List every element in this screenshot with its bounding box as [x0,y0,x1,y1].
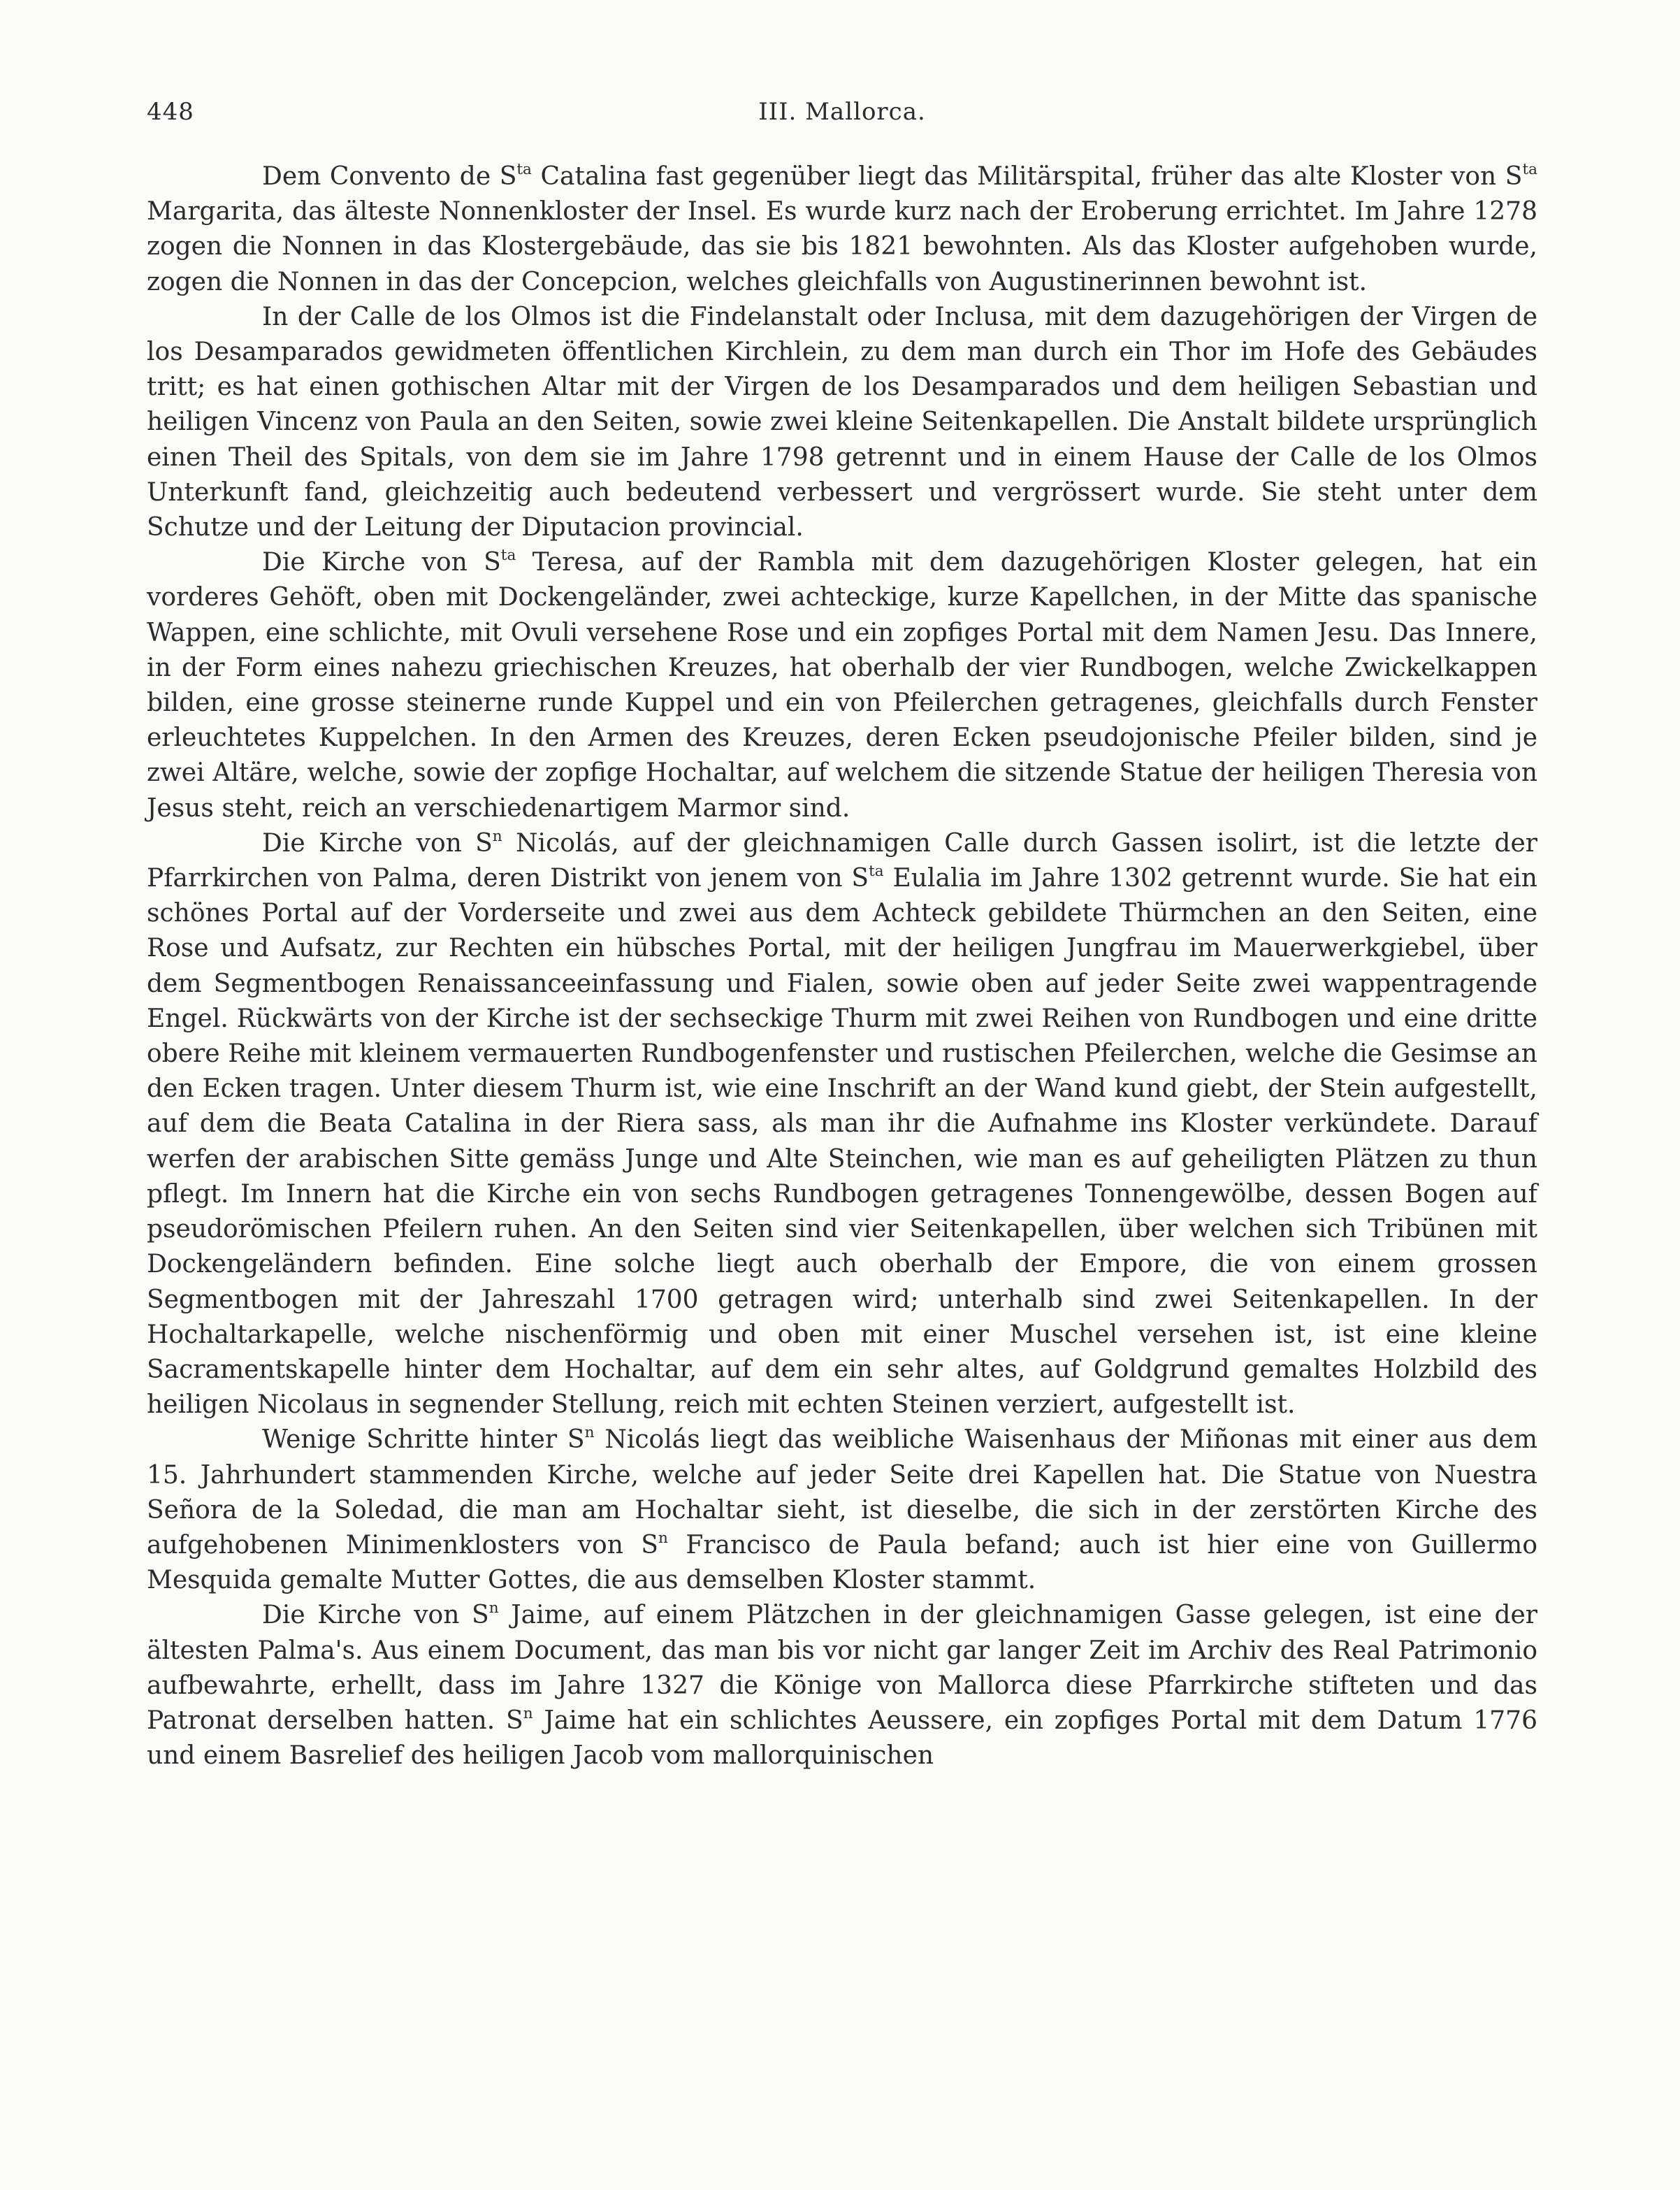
page-header [147,98,1537,140]
abbreviation-superscript: n [523,1704,533,1722]
text-run: Dem Convento de S [262,162,517,191]
abbreviation-superscript: n [584,1424,595,1442]
text-run: Wenige Schritte hinter S [262,1425,585,1455]
paragraph [147,159,1537,300]
text-run: Francisco de Paula befand; auch ist hier eine von Guillermo Mesquida gemalte Mutter Gottes, die aus demselben Kloster stammt. [147,1530,1537,1595]
abbreviation-superscript: ta [516,160,532,178]
abbreviation-superscript: ta [1522,160,1537,178]
paragraph [147,545,1537,826]
running-title: III. Mallorca. [758,98,926,126]
paragraph [147,300,1537,545]
abbreviation-superscript: n [488,1599,499,1618]
abbreviation-superscript: ta [869,862,884,880]
abbreviation-superscript: n [658,1529,668,1547]
text-run: Teresa, auf der Rambla mit dem dazugehörigen Kloster gelegen, hat ein vorderes Gehöft, oben mit Dockengeländer, zwei achteckige, kurze Kapellchen, in der Mitte das spanische Wappen, eine schlichte, mit Ovuli versehene Rose und ein zopfiges Portal mit dem Namen Jesu. Das Innere, in der Form eines nahezu griechischen Kreuzes, hat oberhalb der vier Rundbogen, welche Zwickelkappen bilden, eine grosse steinerne runde Kuppel und ein von Pfeilerchen getragenes, gleichfalls durch Fenster erleuchtetes Kuppelchen. In den Armen des Kreuzes, deren Ecken pseudojonische Pfeiler bilden, sind je zwei Altäre, welche, sowie der zopfige Hochaltar, auf welchem die sitzende Statue der heiligen Theresia von Jesus steht, reich an verschiedenartigem Marmor sind. [147,548,1537,823]
paragraph [147,1598,1537,1773]
text-run: Margarita, das älteste Nonnenkloster der Insel. Es wurde kurz nach der Eroberung errichtet. Im Jahre 1278 zogen die Nonnen in das Klostergebäude, das sie bis 1821 bewohnten. Als das Kloster aufgehoben wurde, zogen die Nonnen in das der Concepcion, welches gleichfalls von Augustinerinnen bewohnt ist. [147,197,1537,296]
text-run: Die Kirche von S [262,828,493,858]
text-run: Eulalia im Jahre 1302 getrennt wurde. Sie hat ein schönes Portal auf der Vorderseite und zwei aus dem Achteck gebildete Thürmchen an den Seiten, eine Rose und Aufsatz, zur Rechten ein hübsches Portal, mit der heiligen Jungfrau im Mauerwerkgiebel, über dem Segmentbogen Renaissanceeinfassung und Fialen, sowie oben auf jeder Seite zwei wappentragende Engel. Rückwärts von der Kirche ist der sechseckige Thurm mit zwei Reihen von Rundbogen und eine dritte obere Reihe mit kleinem vermauerten Rundbogenfenster und rustischen Pfeilerchen, welche die Gesimse an den Ecken tragen. Unter diesem Thurm ist, wie eine Inschrift an der Wand kund giebt, der Stein aufgestellt, auf dem die Beata Catalina in der Riera sass, als man ihr die Aufnahme ins Kloster verkündete. Darauf werfen der arabischen Sitte gemäss Junge und Alte Steinchen, wie man es auf geheiligten Plätzen zu thun pflegt. Im Innern hat die Kirche ein von sechs Rundbogen getragenes Tonnengewölbe, dessen Bogen auf pseudorömischen Pfeilern ruhen. An den Seiten sind vier Seitenkapellen, über welchen sich Tribünen mit Dockengeländern befinden. Eine solche liegt auch oberhalb der Empore, die von einem grossen Segmentbogen mit der Jahreszahl 1700 getragen wird; unterhalb sind zwei Seitenkapellen. In der Hochaltarkapelle, welche nischenförmig und oben mit einer Muschel versehen ist, ist eine kleine Sacramentskapelle hinter dem Hochaltar, auf dem ein sehr altes, auf Goldgrund gemaltes Holzbild des heiligen Nicolaus in segnender Stellung, reich mit echten Steinen verziert, aufgestellt ist. [147,864,1537,1420]
page-number: 448 [147,98,194,126]
text-run: In der Calle de los Olmos ist die Findelanstalt oder Inclusa, mit dem dazugehörigen der Virgen de los Desamparados gewidmeten öffentlichen Kirchlein, zu dem man durch ein Thor im Hofe des Gebäudes tritt; es hat einen gothischen Altar mit der Virgen de los Desamparados und dem heiligen Sebastian und heiligen Vincenz von Paula an den Seiten, sowie zwei kleine Seitenkapellen. Die Anstalt bildete ursprünglich einen Theil des Spitals, von dem sie im Jahre 1798 getrennt und in einem Hause der Calle de los Olmos Unterkunft fand, gleichzeitig auch bedeutend verbessert und vergrössert wurde. Sie steht unter dem Schutze und der Leitung der Diputacion provincial. [147,302,1537,542]
abbreviation-superscript: n [492,827,502,845]
book-page [147,98,1537,1773]
paragraph [147,1422,1537,1598]
text-run: Jaime, auf einem Plätzchen in der gleichnamigen Gasse gelegen, ist eine der ältesten Palma's. Aus einem Document, das man bis vor nicht gar langer Zeit im Archiv des Real Patrimonio aufbewahrte, erhellt, dass im Jahre 1327 die Könige von Mallorca diese Pfarrkirche stifteten und das Patronat derselben hatten. S [147,1601,1538,1735]
text-run: Nicolás, auf der gleichnamigen Calle durch Gassen isolirt, ist die letzte der Pfarrkirchen von Palma, deren Distrikt von jenem von S [147,828,1537,893]
text-run: Jaime hat ein schlichtes Aeussere, ein zopfiges Portal mit dem Datum 1776 und einem Basrelief des heiligen Jacob vom mallorquinischen [147,1706,1537,1771]
text-run: Catalina fast gegenüber liegt das Militärspital, früher das alte Kloster von S [531,162,1523,191]
body-text [147,159,1537,1773]
abbreviation-superscript: ta [500,547,516,565]
paragraph [147,826,1537,1422]
text-run: Die Kirche von S [262,1601,489,1630]
text-run: Die Kirche von S [262,548,501,577]
text-run: Nicolás liegt das weibliche Waisenhaus der Miñonas mit einer aus dem 15. Jahrhundert stammenden Kirche, welche auf jeder Seite drei Kapellen hat. Die Statue von Nuestra Señora de la Soledad, die man am Hochaltar sieht, ist dieselbe, die sich in der zerstörten Kirche des aufgehobenen Minimenklosters von S [147,1425,1537,1559]
